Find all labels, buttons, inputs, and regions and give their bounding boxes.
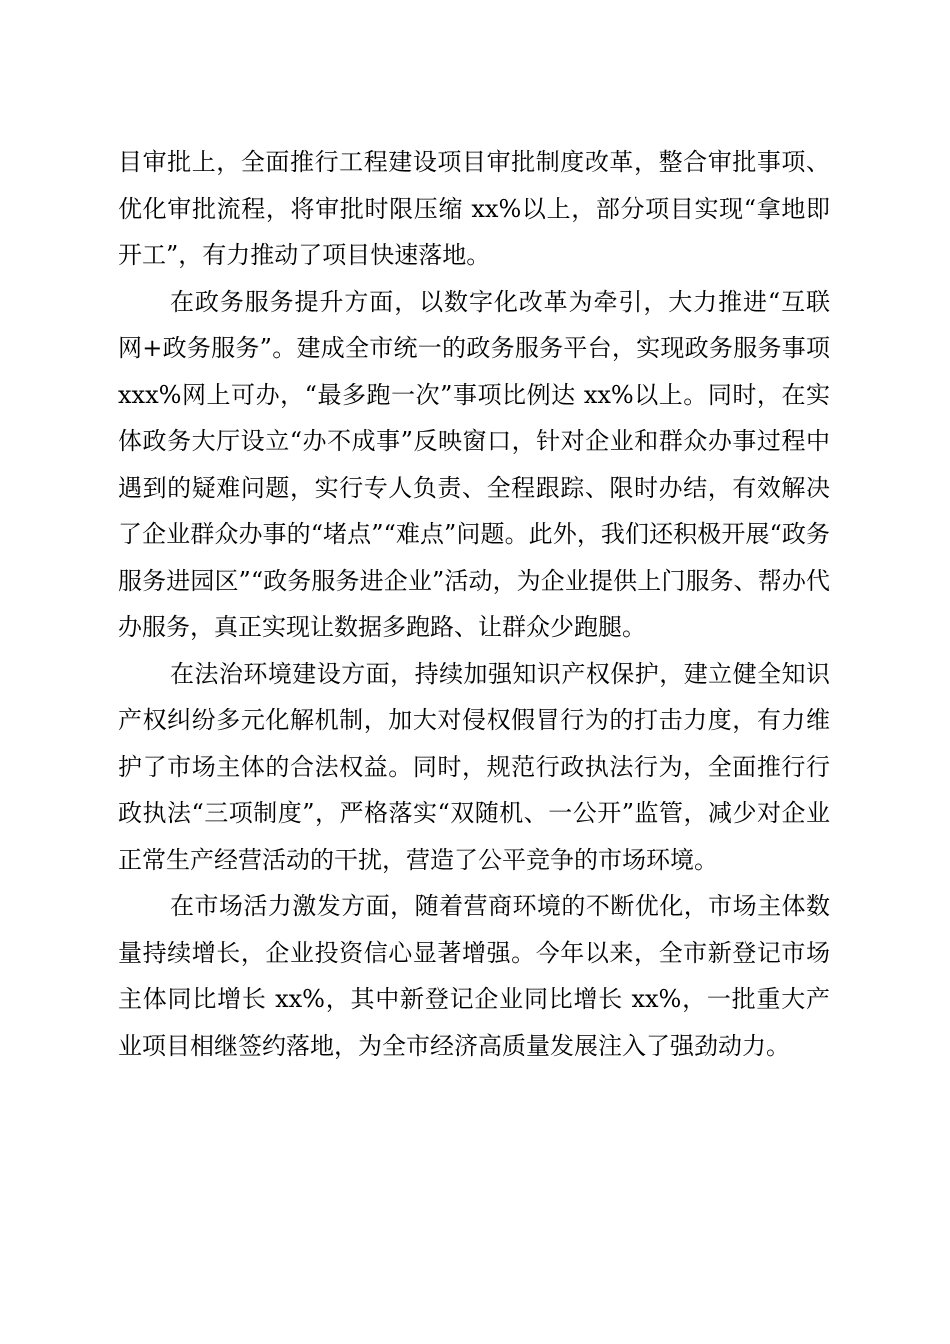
- paragraph-project-approval: 目审批上，全面推行工程建设项目审批制度改革，整合审批事项、优化审批流程，将审批时限压缩 xx%以上，部分项目实现“拿地即开工”，有力推动了项目快速落地。: [118, 148, 830, 269]
- paragraph-government-services: 在政务服务提升方面，以数字化改革为牵引，大力推进“互联网+政务服务”。建成全市统一的政务服务平台，实现政务服务事项 xxx%网上可办，“最多跑一次”事项比例达 xx%以上。同时，在实体政务大厅设立“办不成事”反映窗口，针对企业和群众办事过程中遇到的疑难问题，实行专人负责、全程跟踪、限时办结，有效解决了企业群众办事的“堵点”“难点”问题。此外，我们还积极开展“政务服务进园区”“政务服务进企业”活动，为企业提供上门服务、帮办代办服务，真正实现让数据多跑路、让群众少跑腿。: [118, 287, 830, 641]
- paragraph-market-vitality: 在市场活力激发方面，随着营商环境的不断优化，市场主体数量持续增长，企业投资信心显著增强。今年以来，全市新登记市场主体同比增长 xx%，其中新登记企业同比增长 xx%，一批重大产业项目相继签约落地，为全市经济高质量发展注入了强劲动力。: [118, 892, 830, 1060]
- document-body: [118, 139, 830, 1069]
- paragraph-rule-of-law: 在法治环境建设方面，持续加强知识产权保护，建立健全知识产权纠纷多元化解机制，加大对侵权假冒行为的打击力度，有力维护了市场主体的合法权益。同时，规范行政执法行为，全面推行行政执法“三项制度”，严格落实“双随机、一公开”监管，减少对企业正常生产经营活动的干扰，营造了公平竞争的市场环境。: [118, 659, 830, 874]
